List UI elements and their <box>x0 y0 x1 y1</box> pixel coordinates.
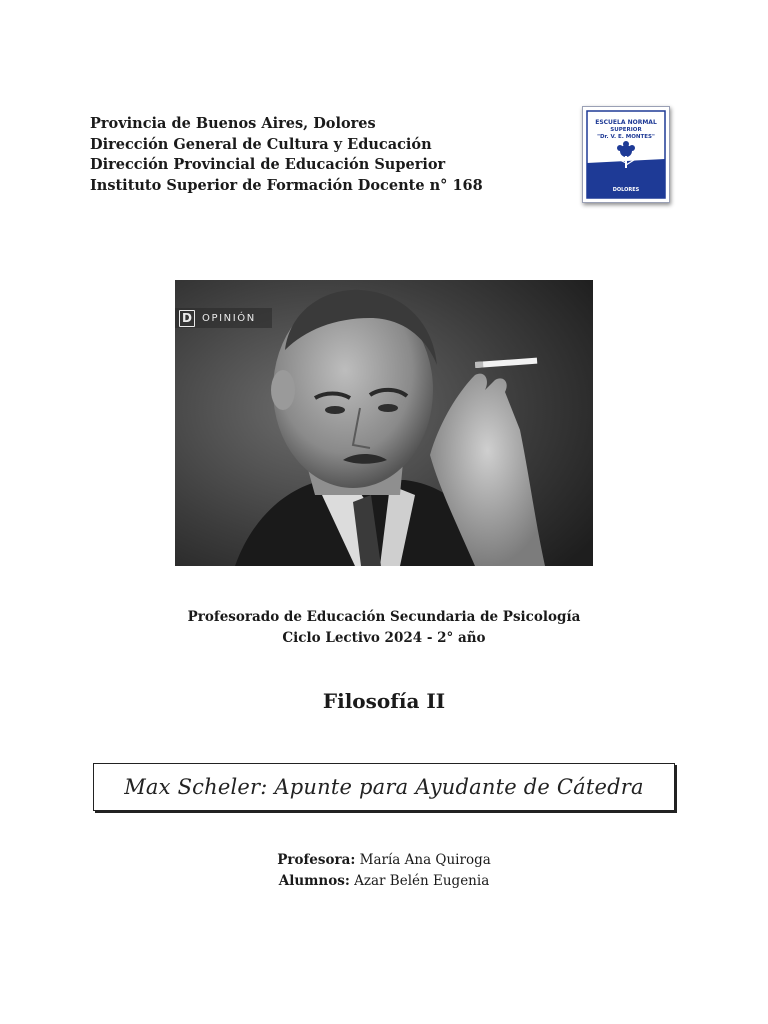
document-title: Max Scheler: Apunte para Ayudante de Cátedra <box>124 775 644 799</box>
students-name: Azar Belén Eugenia <box>354 873 490 889</box>
teacher-label: Profesora: <box>277 852 356 868</box>
logo-text-name: "Dr. V. E. MONTES" <box>597 134 655 140</box>
institution-header <box>90 114 483 196</box>
program-name: Profesorado de Educación Secundaria de Psicología <box>187 609 581 625</box>
students-line <box>0 871 768 892</box>
logo-text-city: DOLORES <box>612 187 640 193</box>
teacher-line <box>0 850 768 871</box>
header-line-direction-provincial: Dirección Provincial de Educación Superior <box>90 156 446 173</box>
credits <box>0 850 768 892</box>
logo-text-school: ESCUELA NORMAL <box>595 119 657 126</box>
portrait-photo <box>175 280 593 566</box>
document-title-box <box>93 763 675 811</box>
header-line-province: Provincia de Buenos Aires, Dolores <box>90 115 376 132</box>
subject-title: Filosofía II <box>322 689 446 713</box>
school-year: Ciclo Lectivo 2024 - 2° año <box>282 630 486 646</box>
program-info <box>0 607 768 649</box>
students-label: Alumnos: <box>278 873 350 889</box>
publisher-d-icon: D <box>179 310 195 327</box>
logo-text-superior: SUPERIOR <box>610 127 642 133</box>
school-logo <box>582 106 670 203</box>
opinion-tag-label: OPINIÓN <box>202 312 256 324</box>
teacher-name: María Ana Quiroga <box>359 852 491 868</box>
opinion-tag <box>175 308 272 328</box>
header-line-direction-general: Dirección General de Cultura y Educación <box>90 135 432 153</box>
header-line-institute: Instituto Superior de Formación Docente n° 168 <box>90 176 483 194</box>
